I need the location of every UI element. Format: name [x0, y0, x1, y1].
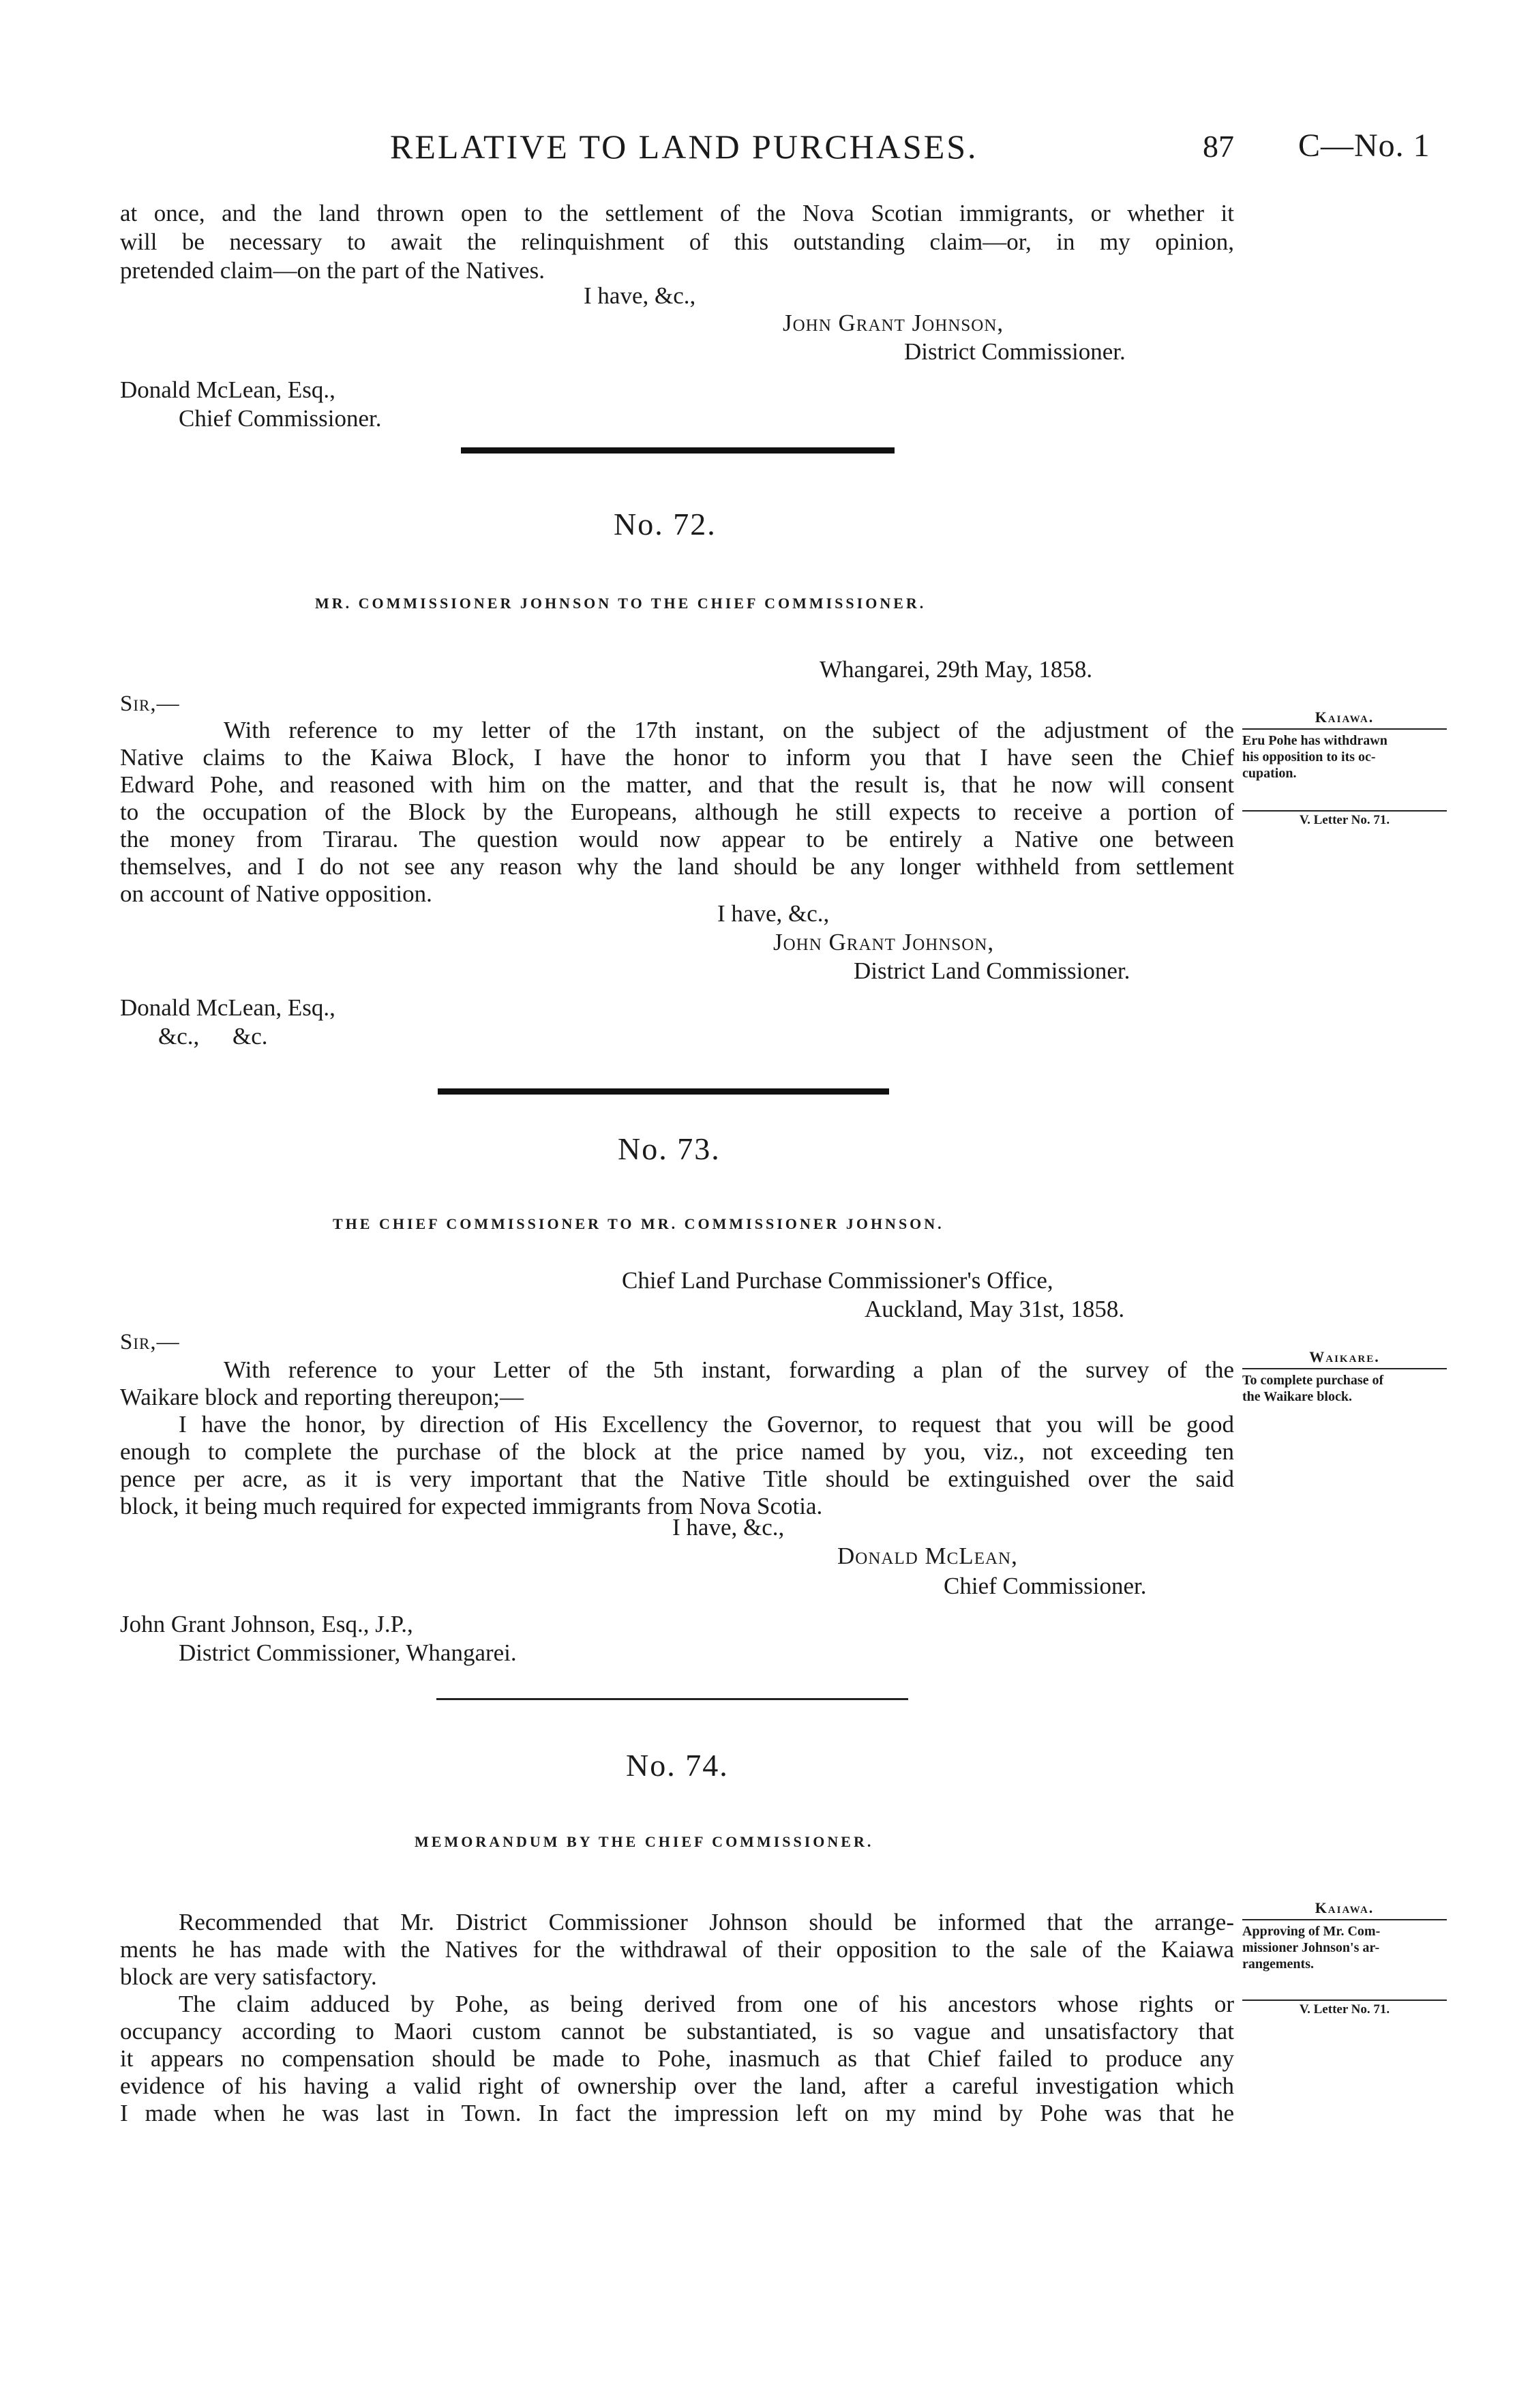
letter-number: No. 73. — [618, 1131, 721, 1166]
salutation: Sir,— — [120, 1330, 180, 1354]
paragraph-line: I made when he was last in Town. In fact the impression left on my mind by Pohe was that he — [120, 2100, 1234, 2126]
running-head-title: RELATIVE TO LAND PURCHASES. — [390, 128, 978, 166]
dateline: Whangarei, 29th May, 1858. — [820, 656, 1093, 683]
signature: Donald McLean, — [837, 1543, 1018, 1569]
paragraph-line: pence per acre, as it is very important that the Native Title should be extinguished over the said — [120, 1466, 1234, 1492]
memorandum-caption: MEMORANDUM BY THE CHIEF COMMISSIONER. — [415, 1833, 874, 1850]
salutation: Sir,— — [120, 692, 180, 716]
margin-note-line: his opposition to its oc- — [1242, 749, 1376, 764]
margin-note-line: rangements. — [1242, 1957, 1314, 1972]
letter-caption: THE CHIEF COMMISSIONER TO MR. COMMISSIONER JOHNSON. — [333, 1215, 944, 1232]
paragraph-line: themselves, and I do not see any reason why the land should be any longer withheld from settlement — [120, 853, 1234, 880]
signature: John Grant Johnson, — [773, 929, 995, 955]
paragraph-line: at once, and the land thrown open to the settlement of the Nova Scotian immigrants, or whether it — [120, 200, 1234, 226]
margin-heading: Kaiawa. — [1242, 709, 1447, 730]
paragraph-line: it appears no compensation should be made to Pohe, inasmuch as that Chief failed to produce any — [120, 2045, 1234, 2072]
letter-caption: MR. COMMISSIONER JOHNSON TO THE CHIEF COMMISSIONER. — [315, 595, 927, 612]
addressee: John Grant Johnson, Esq., J.P., — [120, 1611, 413, 1637]
section-divider — [438, 1088, 889, 1095]
paper-code: C—No. 1 — [1298, 128, 1430, 164]
closing: I have, &c., — [584, 282, 696, 309]
paragraph-line: occupancy according to Maori custom cannot be substantiated, is so vague and unsatisfactory that — [120, 2018, 1234, 2045]
closing: I have, &c., — [717, 900, 830, 927]
paragraph-line: With reference to your Letter of the 5th instant, forwarding a plan of the survey of the — [224, 1356, 1234, 1383]
margin-note-line: cupation. — [1242, 766, 1297, 781]
margin-heading: Kaiawa. — [1242, 1900, 1447, 1920]
paragraph-line: Edward Pohe, and reasoned with him on the matter, and that the result is, that he now will consent — [120, 771, 1234, 798]
signature-title: Chief Commissioner. — [944, 1573, 1147, 1599]
section-divider — [461, 447, 895, 454]
dateline: Chief Land Purchase Commissioner's Office, — [622, 1267, 1053, 1294]
paragraph-line: I have the honor, by direction of His Excellency the Governor, to request that you will be good — [179, 1411, 1234, 1438]
paragraph-line: block are very satisfactory. — [120, 1963, 377, 1990]
margin-heading: Waikare. — [1242, 1349, 1447, 1369]
addressee: Donald McLean, Esq., — [120, 994, 335, 1021]
margin-reference: V. Letter No. 71. — [1242, 810, 1447, 828]
addressee-title: District Commissioner, Whangarei. — [179, 1639, 517, 1666]
closing: I have, &c., — [672, 1514, 785, 1541]
margin-note-line: To complete purchase of — [1242, 1373, 1384, 1388]
paragraph-line: Waikare block and reporting thereupon;— — [120, 1384, 524, 1410]
paragraph-line: to the occupation of the Block by the Europeans, although he still expects to receive a portion of — [120, 799, 1234, 825]
margin-note-line: Eru Pohe has withdrawn — [1242, 733, 1388, 748]
paragraph-line: will be necessary to await the relinquishment of this outstanding claim—or, in my opinion, — [120, 228, 1234, 255]
letter-number: No. 72. — [614, 507, 717, 541]
paragraph-line: the money from Tirarau. The question would now appear to be entirely a Native one between — [120, 826, 1234, 852]
margin-note — [1242, 1349, 1447, 1405]
dateline: Auckland, May 31st, 1858. — [865, 1296, 1125, 1322]
paragraph-line: Native claims to the Kaiwa Block, I have the honor to inform you that I have seen the Chief — [120, 744, 1234, 771]
signature-title: District Land Commissioner. — [854, 957, 1130, 984]
section-divider — [436, 1698, 908, 1700]
paragraph-line: evidence of his having a valid right of ownership over the land, after a careful investigation which — [120, 2072, 1234, 2099]
margin-note-line: the Waikare block. — [1242, 1389, 1352, 1404]
addressee: Donald McLean, Esq., — [120, 376, 335, 403]
paragraph-line: ments he has made with the Natives for the withdrawal of their opposition to the sale of the Kaiawa — [120, 1936, 1234, 1963]
margin-note — [1242, 1900, 1447, 1972]
paragraph-line: Recommended that Mr. District Commissioner Johnson should be informed that the arrange- — [179, 1909, 1234, 1935]
margin-note-line: Approving of Mr. Com- — [1242, 1924, 1381, 1939]
signature: John Grant Johnson, — [783, 310, 1004, 336]
paragraph-line: With reference to my letter of the 17th instant, on the subject of the adjustment of the — [224, 717, 1234, 743]
signature-title: District Commissioner. — [904, 338, 1126, 365]
margin-note — [1242, 709, 1447, 782]
paragraph-line: on account of Native opposition. — [120, 880, 432, 907]
margin-reference: V. Letter No. 71. — [1242, 2000, 1447, 2017]
paragraph-line: enough to complete the purchase of the block at the price named by you, viz., not exceeding ten — [120, 1438, 1234, 1465]
memorandum-number: No. 74. — [626, 1748, 729, 1783]
paragraph-line: pretended claim—on the part of the Natives. — [120, 257, 545, 284]
page-number: 87 — [1203, 129, 1234, 164]
addressee-title: Chief Commissioner. — [179, 405, 382, 432]
addressee-title: &c., &c. — [158, 1023, 268, 1050]
margin-note-line: missioner Johnson's ar- — [1242, 1940, 1380, 1955]
paragraph-line: The claim adduced by Pohe, as being derived from one of his ancestors whose rights or — [179, 1991, 1234, 2017]
paragraph-line: block, it being much required for expected immigrants from Nova Scotia. — [120, 1493, 823, 1519]
